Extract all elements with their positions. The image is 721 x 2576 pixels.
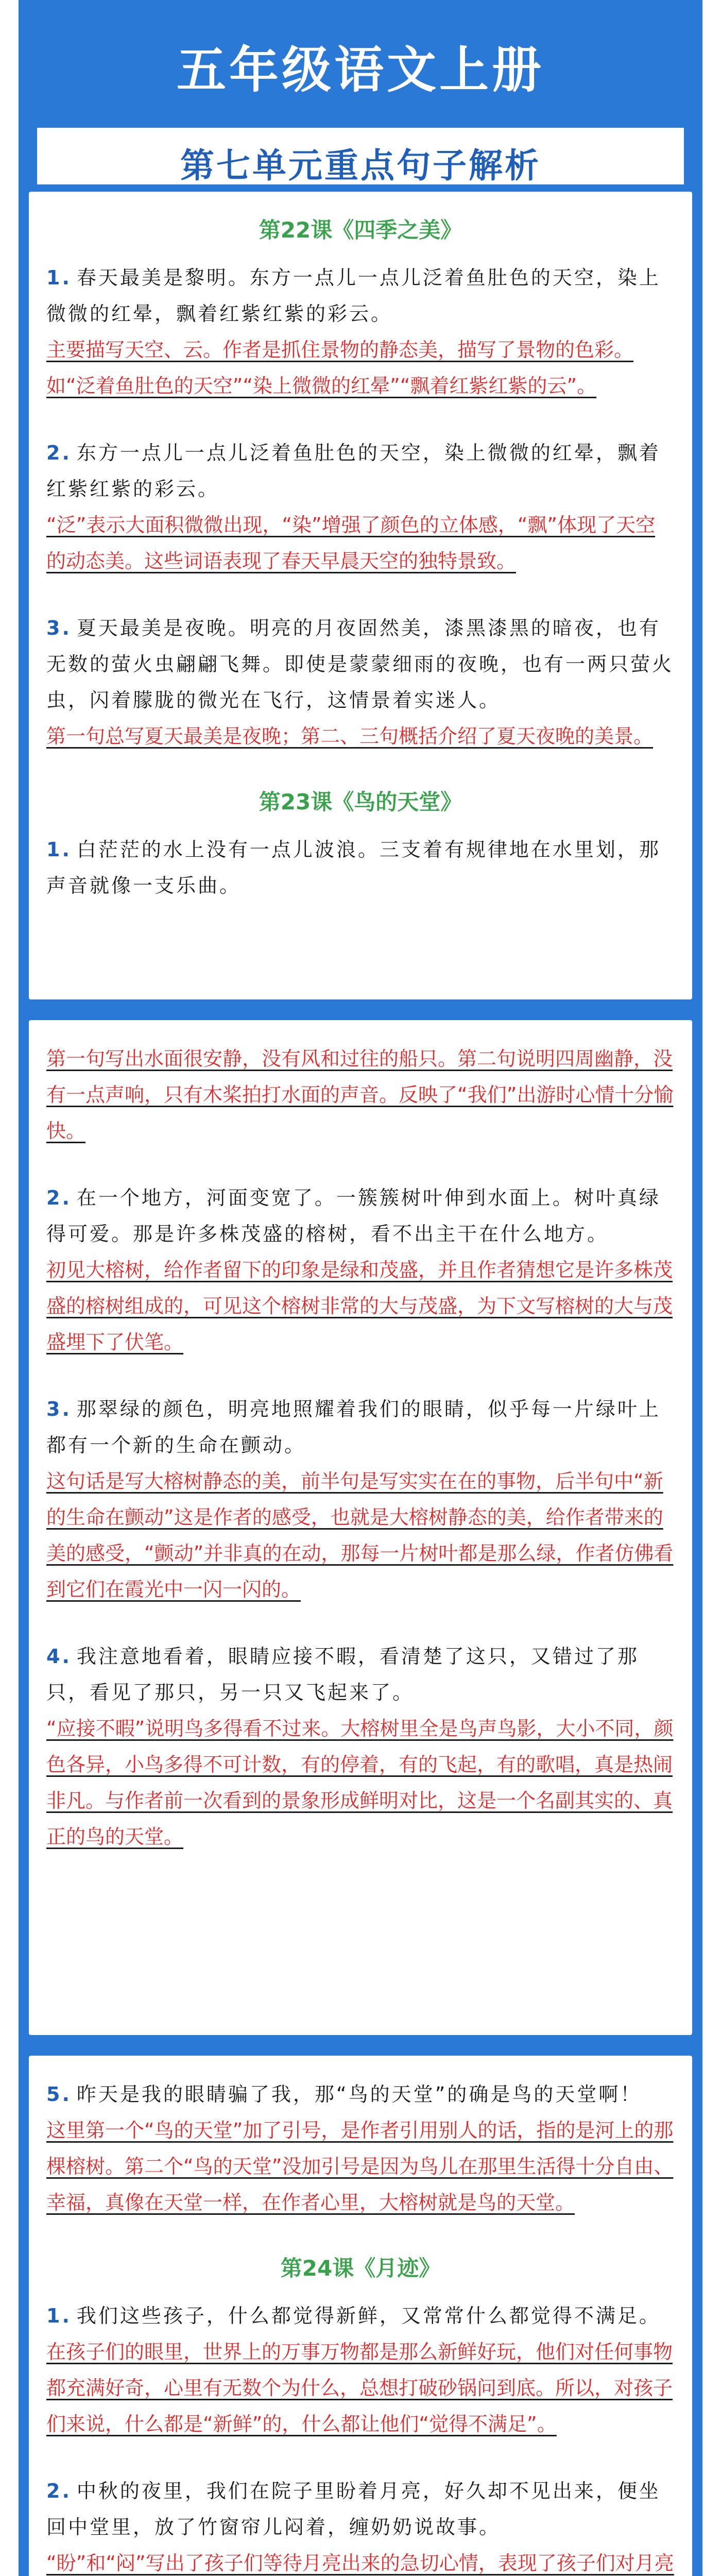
analysis: “泛”表示大面积微微出现，“染”增强了颜色的立体感，“飘”体现了天空的动态美。这些词语表现了春天早晨天空的独特景致。 bbox=[46, 514, 656, 572]
sentence: 2. 在一个地方，河面变宽了。一簇簇树叶伸到水面上。树叶真绿得可爱。那是许多株茂盛的榕树，看不出主干在什么地方。 bbox=[46, 1187, 661, 1245]
sentence: 3. 那翠绿的颜色，明亮地照耀着我们的眼睛，似乎每一片绿叶上都有一个新的生命在颤动。 bbox=[46, 1398, 661, 1456]
page-title: 五年级语文上册 bbox=[177, 41, 544, 99]
sentence: 2. 中秋的夜里，我们在院子里盼着月亮，好久却不见出来，便坐回中堂里，放了竹窗帘儿闷着，缠奶奶说故事。 bbox=[46, 2480, 661, 2538]
lesson-heading: 第23课《鸟的天堂》 bbox=[259, 789, 462, 815]
sentence: 1. 白茫茫的水上没有一点儿波浪。三支着有规律地在水里划，那声音就像一支乐曲。 bbox=[46, 838, 661, 897]
title-bar bbox=[29, 0, 692, 128]
sentence: 1. 我们这些孩子，什么都觉得新鲜，又常常什么都觉得不满足。 bbox=[46, 2304, 661, 2327]
analysis: “应接不暇”说明鸟多得看不过来。大榕树里全是鸟声鸟影，大小不同，颜色各异，小鸟多得不可计数，有的停着，有的飞起，有的歌唱，真是热闹非凡。与作者前一次看到的景象形成鲜明对比，这是一个名副其实的、真正的鸟的天堂。 bbox=[46, 1717, 674, 1848]
analysis: 这句话是写大榕树静态的美，前半句是写实实在在的事物，后半句中“新的生命在颤动”这是作者的感受，也就是大榕树静态的美，给作者带来的美的感受，“颤动”并非真的在动，那每一片树叶都是那么绿，作者仿佛看到它们在霞光中一闪一闪的。 bbox=[46, 1470, 674, 1601]
content-card-3 bbox=[29, 2056, 692, 2576]
analysis: 初见大榕树，给作者留下的印象是绿和茂盛，并且作者猜想它是许多株茂盛的榕树组成的，可见这个榕树非常的大与茂盛，为下文写榕树的大与茂盛埋下了伏笔。 bbox=[46, 1259, 673, 1353]
lesson-heading: 第24课《月迹》 bbox=[280, 2256, 441, 2281]
sentence: 2. 东方一点儿一点儿泛着鱼肚色的天空，染上微微的红晕，飘着红紫红紫的彩云。 bbox=[46, 442, 661, 500]
content-card-1 bbox=[29, 192, 692, 999]
sentence: 3. 夏天最美是夜晚。明亮的月夜固然美，漆黑漆黑的暗夜，也有无数的萤火虫翩翩飞舞。即使是蒙蒙细雨的夜晚，也有一两只萤火虫，闪着朦胧的微光在飞行，这情景着实迷人。 bbox=[46, 617, 674, 711]
subtitle-bar bbox=[37, 128, 684, 184]
sentence: 1. 春天最美是黎明。东方一点儿一点儿泛着鱼肚色的天空，染上微微的红晕，飘着红紫红紫的彩云。 bbox=[46, 266, 661, 325]
page-subtitle: 第七单元重点句子解析 bbox=[180, 145, 541, 185]
analysis: 主要描写天空、云。作者是抓住景物的静态美，描写了景物的色彩。如“泛着鱼肚色的天空”“染上微微的红晕”“飘着红紫红紫的云”。 bbox=[46, 338, 634, 397]
analysis: 在孩子们的眼里，世界上的万事万物都是那么新鲜好玩，他们对任何事物都充满好奇，心里有无数个为什么，总想打破砂锅问到底。所以，对孩子们来说，什么都是“新鲜”的，什么都让他们“觉得不满足”。 bbox=[46, 2341, 673, 2435]
analysis: 第一句写出水面很安静，没有风和过往的船只。第二句说明四周幽静，没有一点声响，只有木桨拍打水面的声音。反映了“我们”出游时心情十分愉快。 bbox=[46, 1047, 674, 1142]
content-card-2 bbox=[29, 1020, 692, 2035]
sentence: 5. 昨天是我的眼睛骗了我，那“鸟的天堂”的确是鸟的天堂啊！ bbox=[46, 2083, 642, 2106]
analysis: “盼”和“闷”写出了孩子们等待月亮出来的急切心情，表现了孩子们对月亮 bbox=[46, 2552, 674, 2574]
analysis: 这里第一个“鸟的天堂”加了引号，是作者引用别人的话，指的是河上的那棵榕树。第二个“鸟的天堂”没加引号是因为鸟儿在那里生活得十分自由、幸福，真像在天堂一样，在作者心里，大榕树就是鸟的天堂。 bbox=[46, 2119, 674, 2214]
sentence: 4. 我注意地看着，眼睛应接不暇，看清楚了这只，又错过了那只，看见了那只，另一只又飞起来了。 bbox=[46, 1645, 639, 1704]
analysis: 第一句总写夏天最美是夜晚；第二、三句概括介绍了夏天夜晚的美景。 bbox=[46, 725, 654, 748]
lesson-heading: 第22课《四季之美》 bbox=[259, 217, 462, 243]
